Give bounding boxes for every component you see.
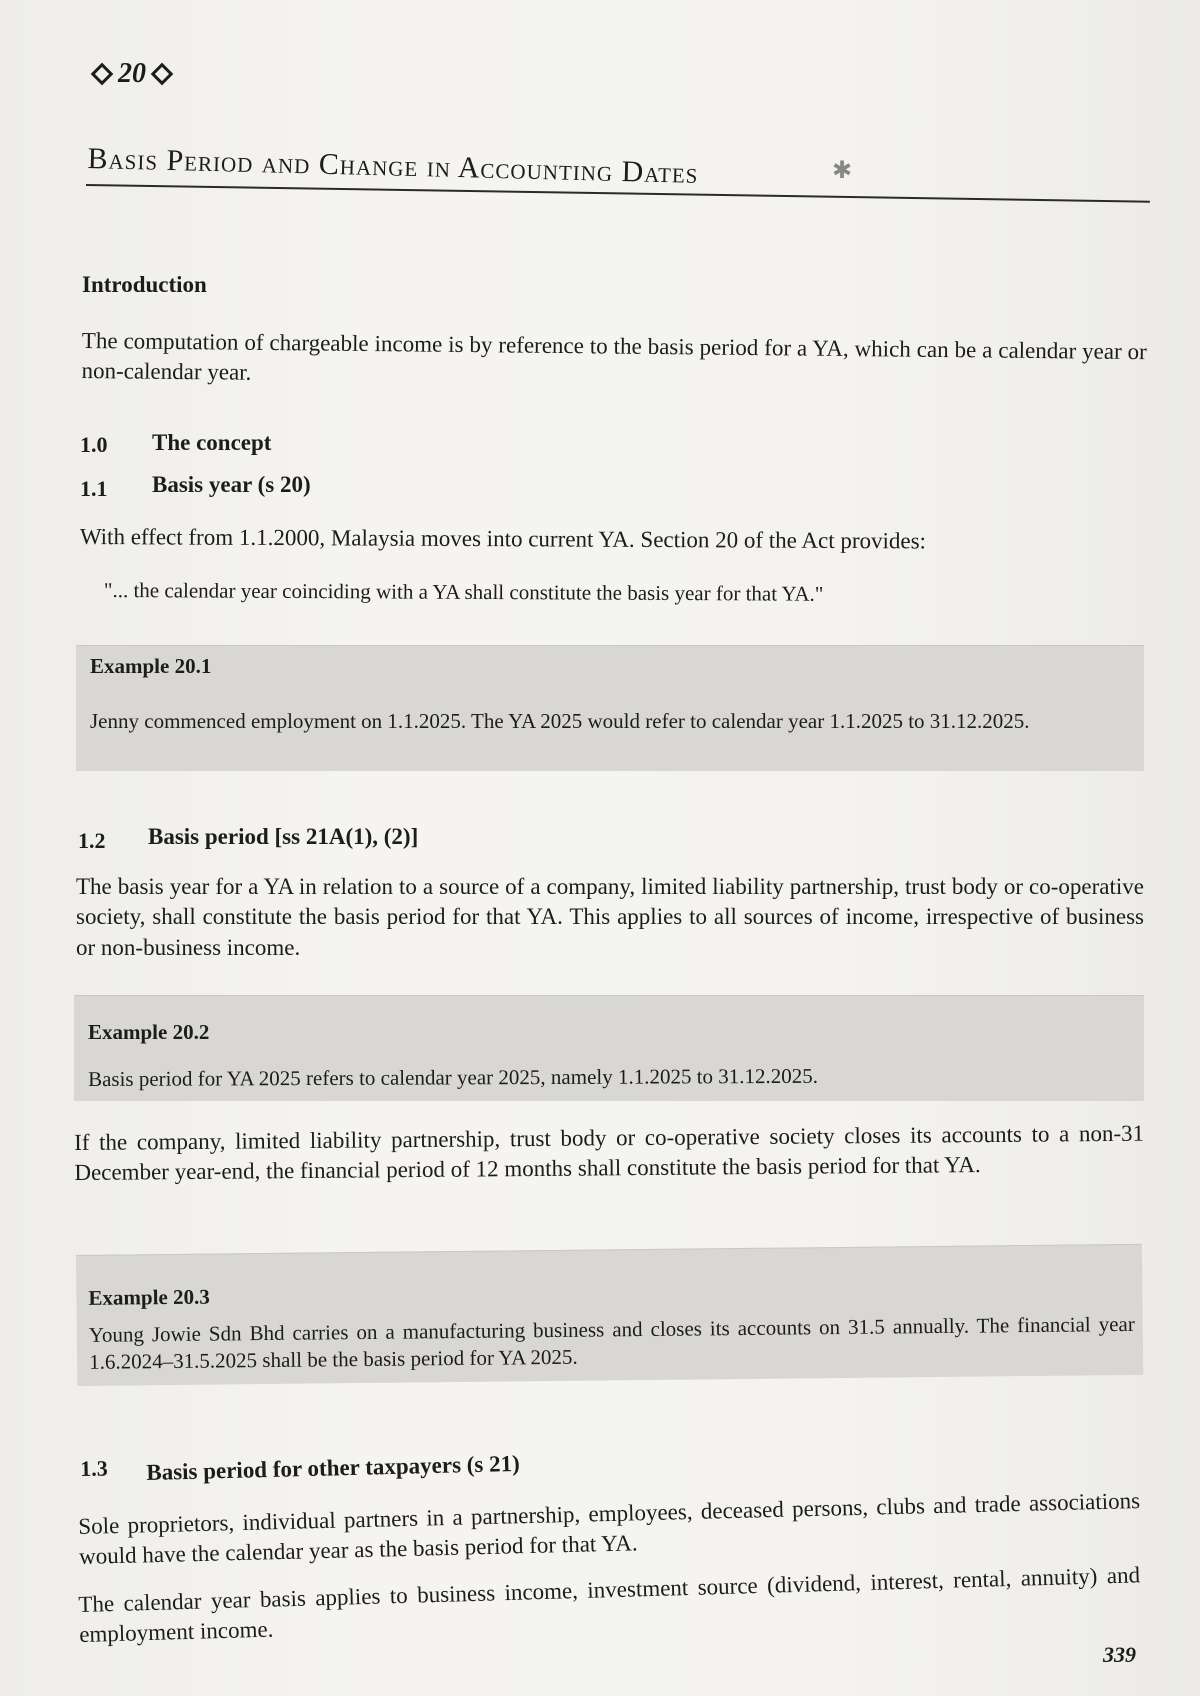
example-body: Young Jowie Sdn Bhd carries on a manufacturing business and closes its accounts on 31.5 annually. The financial year 1.6.2024–31.5.2025 shall be the basis period for YA 2025. xyxy=(88,1311,1135,1375)
section-number: 1.3 xyxy=(80,1455,108,1481)
section-title: Basis period for other taxpayers (s 21) xyxy=(146,1450,521,1485)
section-number: 1.2 xyxy=(78,828,106,853)
section-title: Basis year (s 20) xyxy=(152,472,311,497)
section-text: With effect from 1.1.2000, Malaysia moves into current YA. Section 20 of the Act provides: xyxy=(79,524,927,554)
section-text: Sole proprietors, individual partners in a partnership, employees, deceased persons, clubs and trade associations would have the calendar year as the basis period for that YA. xyxy=(78,1488,1141,1570)
example-box xyxy=(76,1244,1143,1386)
page-number: 339 xyxy=(1103,1642,1136,1667)
section-text: The basis year for a YA in relation to a source of a company, limited liability partnership, trust body or co-operative society, shall constitute the basis period for that YA. This applies to all sources of income, irrespective of business or non-business income. xyxy=(76,874,1144,960)
example-title: Example 20.2 xyxy=(88,1020,210,1044)
chapter-title: Basis Period and Change in Accounting Dates xyxy=(87,142,699,190)
section-text: If the company, limited liability partnership, trust body or co-operative society closes its accounts to a non-31 December year-end, the financial period of 12 months shall constitute the basis period for that YA. xyxy=(74,1120,1145,1186)
introduction-text: The computation of chargeable income is by reference to the basis period for a YA, which can be a calendar year or non-calendar year. xyxy=(81,327,1147,386)
example-body: Basis period for YA 2025 refers to calendar year 2025, namely 1.1.2025 to 31.12.2025. xyxy=(88,1063,819,1091)
example-title: Example 20.3 xyxy=(88,1284,210,1310)
pencil-mark-icon: ✱ xyxy=(832,158,853,184)
section-title: Basis period [ss 21A(1), (2)] xyxy=(148,824,419,849)
section-number: 1.1 xyxy=(80,476,108,501)
chapter-number-text: 20 xyxy=(118,58,146,89)
section-number: 1.0 xyxy=(80,432,108,457)
example-body: Jenny commenced employment on 1.1.2025. The YA 2025 would refer to calendar year 1.1.2025 to 31.12.2025. xyxy=(90,709,1030,733)
introduction-heading: Introduction xyxy=(82,272,207,297)
section-title: The concept xyxy=(152,430,272,455)
diamond-ornament-icon xyxy=(151,63,174,86)
example-box xyxy=(74,995,1144,1101)
section-text: The calendar year basis applies to business income, investment source (dividend, interest, rental, annuity) and employment income. xyxy=(78,1562,1141,1648)
diamond-ornament-icon xyxy=(91,63,114,86)
example-box xyxy=(76,645,1144,771)
chapter-number xyxy=(94,58,170,90)
statute-quote: "... the calendar year coinciding with a YA shall constitute the basis year for that YA." xyxy=(103,578,824,606)
example-title: Example 20.1 xyxy=(90,654,212,678)
